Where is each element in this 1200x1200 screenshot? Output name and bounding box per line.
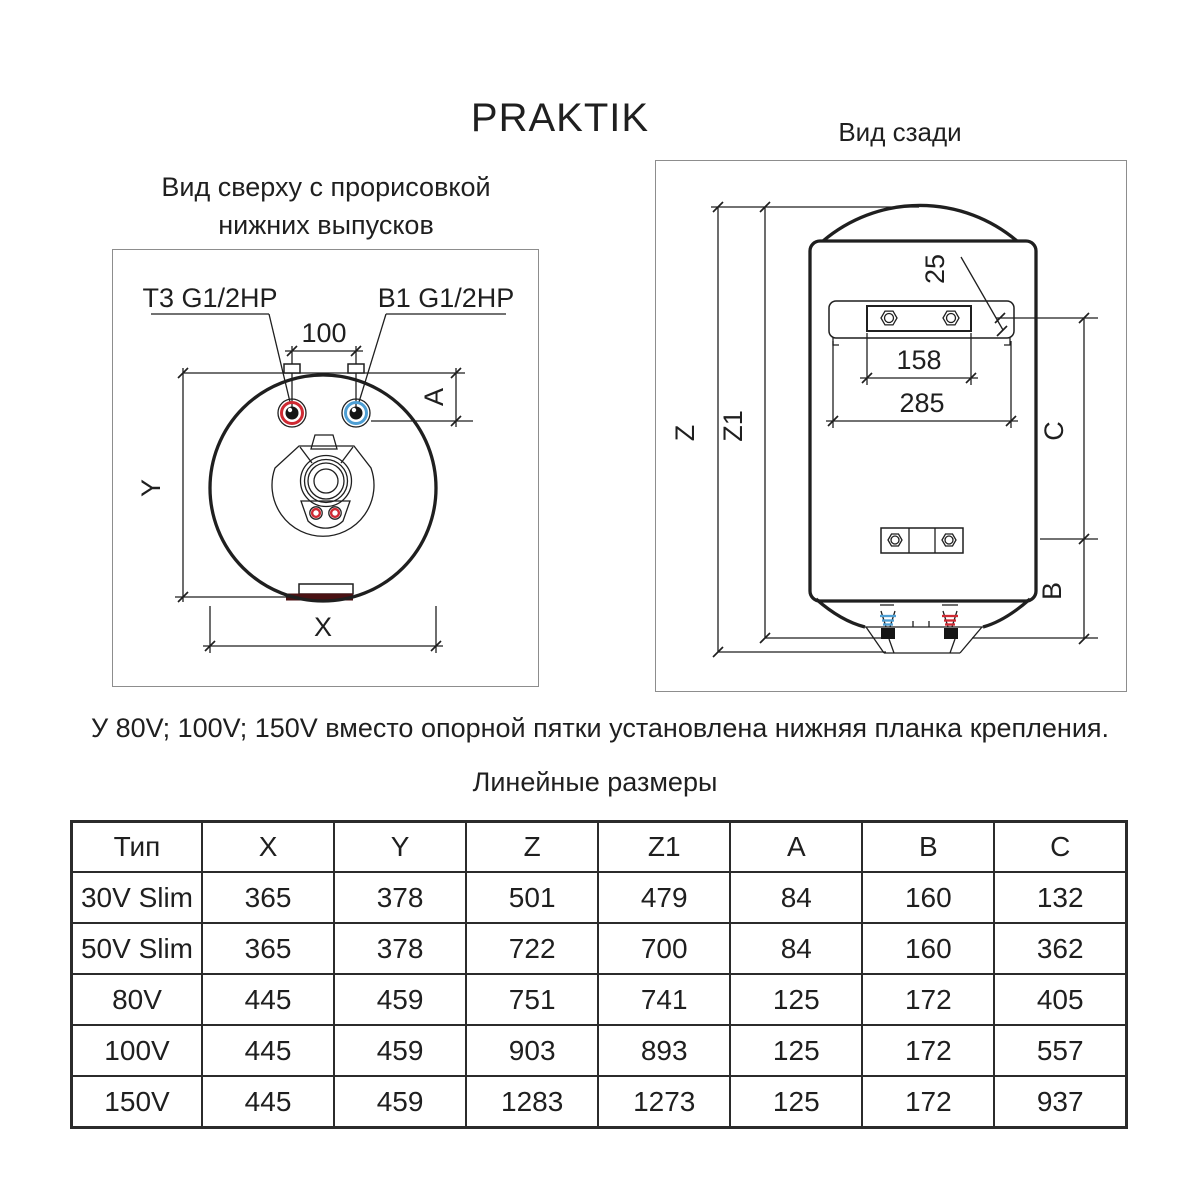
table-row [72, 1076, 1127, 1128]
cold-port-callout [359, 283, 514, 402]
cold-port-label: B1 G1/2HP [377, 283, 515, 313]
dimension-cell: 557 [994, 1025, 1126, 1076]
dimension-cell: 84 [730, 872, 862, 923]
dimension-cell: 125 [730, 1076, 862, 1128]
dimension-cell: 445 [202, 974, 334, 1025]
dimension-cell: 172 [862, 1076, 994, 1128]
dimension-cell: 741 [598, 974, 730, 1025]
header-y: Y [334, 822, 466, 873]
model-cell: 100V [72, 1025, 203, 1076]
hot-port-icon [278, 399, 306, 427]
thermostat-dots [310, 507, 341, 519]
dimension-100 [285, 318, 363, 408]
table-title: Линейные размеры [472, 767, 718, 797]
dimension-cell: 405 [994, 974, 1126, 1025]
dimension-cell: 125 [730, 1025, 862, 1076]
dimension-cell: 700 [598, 923, 730, 974]
dimension-cell: 172 [862, 1025, 994, 1076]
header-z1: Z1 [598, 822, 730, 873]
dimension-cell: 445 [202, 1025, 334, 1076]
dim-a-label: A [419, 387, 449, 407]
cold-pipe-icon [880, 611, 896, 639]
header-a: A [730, 822, 862, 873]
dimension-cell: 125 [730, 974, 862, 1025]
dimension-cell: 132 [994, 872, 1126, 923]
dim-b-label: B [1037, 581, 1067, 601]
flange-assembly [272, 435, 374, 536]
dimensions-table-body [72, 872, 1127, 1128]
dimension-y [136, 368, 299, 602]
top-view-title-line1: Вид сверху с прорисовкой [161, 172, 491, 202]
dimension-cell: 479 [598, 872, 730, 923]
dimension-cell: 459 [334, 1076, 466, 1128]
dimension-cell: 365 [202, 923, 334, 974]
hot-pipe-icon [942, 611, 958, 639]
dim-x-label: X [313, 612, 333, 642]
header-c: C [994, 822, 1126, 873]
dimension-cell: 937 [994, 1076, 1126, 1128]
back-view-drawing [656, 161, 1126, 691]
dimension-cell: 893 [598, 1025, 730, 1076]
top-view-title-line2: нижних выпусков [218, 210, 434, 240]
model-cell: 150V [72, 1076, 203, 1128]
dimension-cell: 501 [466, 872, 598, 923]
dimension-cell: 378 [334, 923, 466, 974]
dimension-cell: 903 [466, 1025, 598, 1076]
table-header-row [72, 822, 1127, 873]
dimension-a [371, 368, 473, 427]
hot-port-callout [142, 283, 290, 402]
cold-port-icon [342, 399, 370, 427]
upper-bracket [829, 301, 1014, 345]
top-view-panel [112, 249, 539, 687]
back-view-panel [655, 160, 1127, 692]
support-heel [299, 584, 353, 594]
dim-z1-label: Z1 [718, 410, 748, 442]
dimension-cell: 160 [862, 923, 994, 974]
hot-port-label: T3 G1/2HP [142, 283, 278, 313]
tank-dome [823, 205, 1017, 241]
note-text: У 80V; 100V; 150V вместо опорной пятки установлена нижняя планка крепления. [90, 713, 1110, 743]
dimension-cell: 459 [334, 974, 466, 1025]
table-row [72, 1025, 1127, 1076]
dimension-x [203, 606, 443, 653]
dimension-cell: 160 [862, 872, 994, 923]
dim-158-label: 158 [896, 345, 942, 375]
header-x: X [202, 822, 334, 873]
dim-y-label: Y [136, 478, 166, 498]
dim-285-label: 285 [899, 388, 945, 418]
port-boss-left [284, 364, 300, 373]
dim-c-label: C [1039, 421, 1069, 441]
tank-outline [210, 375, 436, 601]
header-type: Тип [72, 822, 203, 873]
dimension-cell: 172 [862, 974, 994, 1025]
dim-100-label: 100 [301, 318, 347, 348]
model-cell: 30V Slim [72, 872, 203, 923]
lower-bracket [881, 528, 963, 553]
bottom-assembly [816, 599, 1030, 653]
port-boss-right [348, 364, 364, 373]
model-cell: 50V Slim [72, 923, 203, 974]
dimension-cell: 1283 [466, 1076, 598, 1128]
dimension-cell: 365 [202, 872, 334, 923]
page-title: PRAKTIK [470, 96, 650, 140]
dimension-cell: 722 [466, 923, 598, 974]
dim-25-label: 25 [920, 253, 950, 285]
dimension-cell: 84 [730, 923, 862, 974]
top-view-title [115, 168, 537, 244]
top-view-drawing [113, 250, 538, 686]
dimension-cell: 1273 [598, 1076, 730, 1128]
dimension-cell: 445 [202, 1076, 334, 1128]
dim-z-label: Z [670, 424, 700, 442]
header-b: B [862, 822, 994, 873]
dimension-cell: 459 [334, 1025, 466, 1076]
dimension-cell: 751 [466, 974, 598, 1025]
dimensions-table [70, 820, 1128, 1129]
back-view-title: Вид сзади [838, 117, 962, 147]
model-cell: 80V [72, 974, 203, 1025]
table-row [72, 974, 1127, 1025]
dimension-cell: 362 [994, 923, 1126, 974]
dimension-cell: 378 [334, 872, 466, 923]
table-row [72, 872, 1127, 923]
table-row [72, 923, 1127, 974]
header-z: Z [466, 822, 598, 873]
